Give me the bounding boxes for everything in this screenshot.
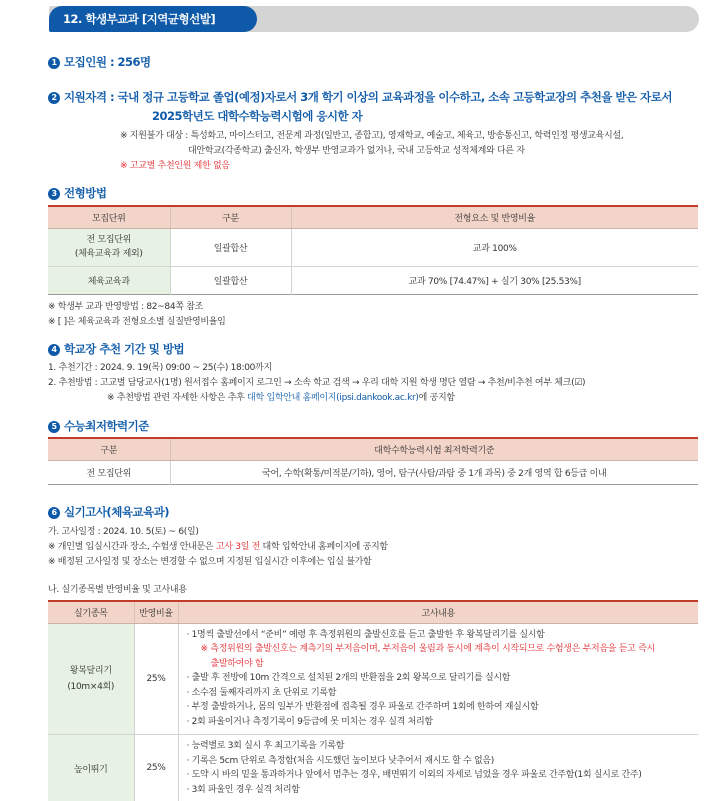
list-item: · 능력별로 3회 실시 후 최고기록을 기록함 [186,741,345,751]
section-selection-method [48,185,106,201]
unit-cell [48,228,170,266]
selection-note-1: ※ 학생부 교과 반영방법 : 82~84쪽 참조 [48,302,204,312]
csat-heading: 수능최저학력기준 [64,419,149,433]
recommend-period: 1. 추천기간 : 2024. 9. 19(목) 09:00 ~ 25(수) 18:00까지 [48,363,272,373]
recommendation-heading: 학교장 추천 기간 및 방법 [64,342,185,356]
ineligible-note-1: ※ 지원불가 대상 : 특성화고, 마이스터고, 전문계 과정(일반고, 종합고), 영재학교, 예술고, 체육고, 방송통신고, 학력인정 평생교육시설, [120,131,624,141]
ineligible-note-2: 대안학교(각종학교) 출신자, 학생부 반영교과가 없거나, 국내 고등학교 성적체계와 다른 자 [188,146,525,156]
number-badge: 1 [48,57,60,69]
exam-note-1 [48,539,388,552]
header-unit: 모집단위 [48,206,170,228]
recommend-note-text: ※ 추천방법 관련 자세한 사항은 추후 [107,393,248,403]
exam-note-1-text: ※ 개인별 입실시간과 장소, 수험생 안내문은 [48,542,216,552]
header-type: 구분 [170,206,291,228]
section-recommendation [48,341,184,357]
type-cell: 일괄합산 [170,266,291,294]
recommend-note [107,390,455,403]
list-item: · 부정 출발하거나, 몸의 일부가 반환점에 접촉될 경우 파울로 간주하며 1회에 한하여 재실시함 [186,702,539,713]
csat-table [48,437,698,485]
warning-line-2: 출발하여야 함 [210,658,264,669]
table-row [48,228,698,266]
practical-table [48,600,698,801]
recommend-method: 2. 추천방법 : 고교별 담당교사(1명) 원서접수 홈페이지 로그인 → 소속 학교 검색 → 우리 대학 지원 학생 명단 열람 → 추천/비추천 여부 체크(☑) [48,378,586,388]
ratio-cell: 25% [134,734,178,801]
criteria-cell: 국어, 수학(확통/미적분/기하), 영어, 탐구(사탐/과탐 중 1개 과목) 중 2개 영역 합 6등급 이내 [170,460,698,484]
events-subheading: 나. 실기종목별 반영비율 및 고사내용 [48,585,187,595]
event-name: 왕복달리기 [69,665,112,676]
list-item: · 3회 파울인 경우 실격 처리함 [186,784,300,795]
recruitment-text: 모집인원 : 256명 [64,55,151,69]
eligibility-line2: 2025학년도 대학수학능력시험에 응시한 자 [152,109,363,123]
number-badge: 5 [48,421,60,433]
section-practical-exam [48,504,169,520]
list-item: · 출발 후 전방에 10m 간격으로 설치된 2개의 반환점을 2회 왕복으로 달리기를 실시함 [186,673,511,684]
number-badge: 4 [48,344,60,356]
section-eligibility [48,89,672,105]
ratio-cell: 교과 100% [291,228,698,266]
number-badge: 3 [48,188,60,200]
selection-heading: 전형방법 [64,186,107,200]
exam-note-2: ※ 배정된 고사일정 및 장소는 변경할 수 없으며 지정된 입실시간 이후에는 입실 불가함 [48,557,372,567]
admission-homepage-link[interactable]: 대학 입학안내 홈페이지(ipsi.dankook.ac.kr) [247,393,419,403]
event-spec: (10m×4회) [67,681,115,692]
event-cell: 높이뛰기 [48,734,134,801]
header-ratio: 반영비율 [134,601,178,623]
list-item: · 도약 시 바의 밑을 통과하거나 앞에서 멈추는 경우, 배면뛰기 이외의 자세로 넘었을 경우 파울로 간주함(1회 실시로 간주) [186,770,642,780]
type-cell: 일괄합산 [170,228,291,266]
ratio-cell: 25% [134,623,178,734]
list-item: · 소수점 둘째자리까지 초 단위로 기록함 [186,687,337,698]
exam-note-1-tail: 대학 입학안내 홈페이지에 공지함 [260,542,388,552]
section-csat-minimum [48,418,149,434]
ratio-cell: 교과 70% [74.47%] + 실기 30% [25.53%] [291,266,698,294]
header-event: 실기종목 [48,601,134,623]
list-item: · 2회 파울이거나 측정기록이 9등급에 못 미치는 경우 실격 처리함 [186,716,433,727]
recommend-limit-note: ※ 고교별 추천인원 제한 없음 [120,161,230,171]
header-criteria: 대학수학능력시험 최저학력기준 [170,438,698,460]
header-unit: 구분 [48,438,170,460]
unit-cell: 전 모집단위 [48,460,170,484]
number-badge: 2 [48,92,60,104]
header-content: 고사내용 [178,601,698,623]
content-cell [178,623,698,734]
header-ratio: 전형요소 및 반영비율 [291,206,698,228]
content-cell [178,734,698,801]
section-recruitment [48,54,151,70]
selection-note-2: ※ [ ]은 체육교육과 전형요소별 실질반영비율임 [48,317,226,327]
table-row [48,266,698,294]
unit-line1: 전 모집단위 [86,235,132,245]
table-row [48,623,698,734]
event-cell [48,623,134,734]
exam-note-1-highlight: 고사 3일 전 [215,542,260,552]
unit-cell: 체육교육과 [48,266,170,294]
practical-heading: 실기고사(체육교육과) [64,505,169,519]
recommend-note-tail: 에 공지함 [418,393,455,403]
number-badge: 6 [48,507,60,519]
list-item: · 1명씩 출발선에서 “준비” 예령 후 측정위원의 출발신호를 듣고 출발한 후 왕복달리기를 실시함 [186,629,545,640]
list-item: · 기록은 5cm 단위로 측정함(처음 시도했던 높이보다 낮추어서 재시도 할 수 없음) [186,755,495,766]
eligibility-line1: 지원자격 : 국내 정규 고등학교 졸업(예정)자로서 3개 학기 이상의 교육과정을 이수하고, 소속 고등학교장의 추천을 받은 자로서 [64,90,672,104]
warning-line-1: ※ 측정위원의 출발신호는 계측기의 부저음이며, 부저음이 울림과 동시에 계측이 시작되므로 수험생은 부저음을 듣고 즉시 [200,644,655,655]
selection-table [48,205,698,295]
section-title: 12. 학생부교과 [지역균형선발] [49,6,257,32]
table-row [48,734,698,801]
exam-schedule: 가. 고사일정 : 2024. 10. 5(토) ~ 6(일) [48,527,199,537]
table-row [48,460,698,484]
unit-line2: (체육교육과 제외) [74,249,143,259]
